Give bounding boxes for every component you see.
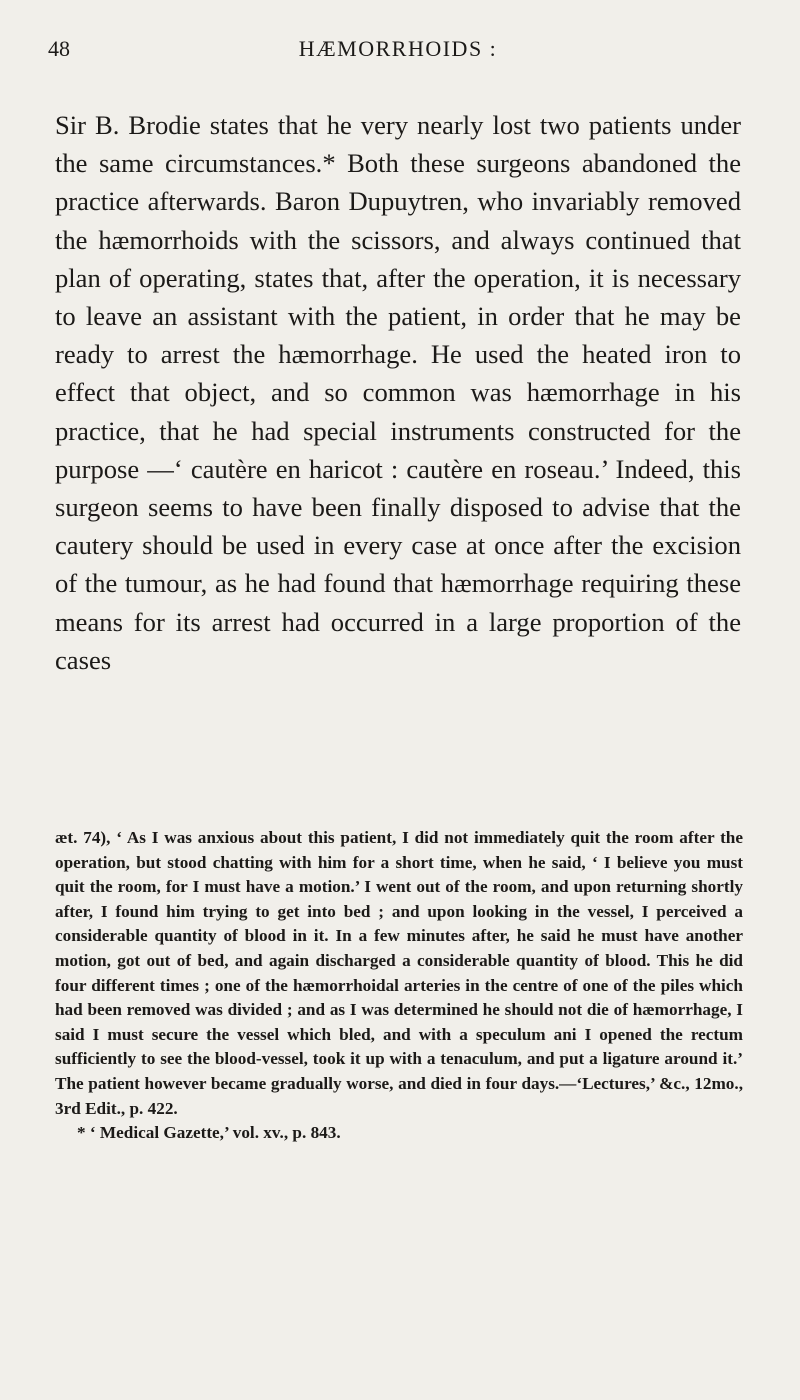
page-number: 48 [48,36,70,61]
footnotes [55,826,743,1146]
footnote-star: * ‘ Medical Gazette,’ vol. xv., p. 843. [77,1123,341,1143]
main-paragraph: Sir B. Brodie states that he very nearly lost two patients under the same circumstances.* Both these surgeons abandoned the practice afterwards. Baron Dupuytren, who invariably removed the hæmorrhoids with the scissors, and always continued that plan of operating, states that, after the operation, it is necessary to leave an assistant with the patient, in order that he may be ready to arrest the hæmorrhage. He used the heated iron to effect that object, and so common was hæmorrhage in his practice, that he had special instruments constructed for the purpose —‘ cautère en haricot : cautère en roseau.’ Indeed, this surgeon seems to have been finally disposed to advise that the cautery should be used in every case at once after the excision of the tumour, as he had found that hæmorrhage requiring these means for its arrest had occurred in a large proportion of the cases [55,110,741,675]
page-header [48,30,748,70]
running-title: HÆMORRHOIDS : [298,36,498,61]
footnote-continued: æt. 74), ‘ As I was anxious about this patient, I did not immediately quit the room after the operation, but stood chatting with him for a short time, when he said, ‘ I believe you must quit the room, for I must have a motion.’ I went out of the room, and upon returning shortly after, I found him trying to get into bed ; and upon looking in the vessel, I perceived a considerable quantity of blood in it. In a few minutes after, he said he must have another motion, got out of bed, and again discharged a considerable quantity of blood. This he did four different times ; one of the hæmorrhoidal arteries in the centre of one of the piles which had been removed was divided ; and as I was determined he should not die of hæmorrhage, I said I must secure the vessel which bled, and with a speculum ani I opened the rectum sufficiently to see the blood-vessel, took it up with a tenaculum, and put a ligature around it.’ The patient however became gradually worse, and died in four days.—‘Lectures,’ &c., 12mo., 3rd Edit., p. 422. [55,828,743,1118]
